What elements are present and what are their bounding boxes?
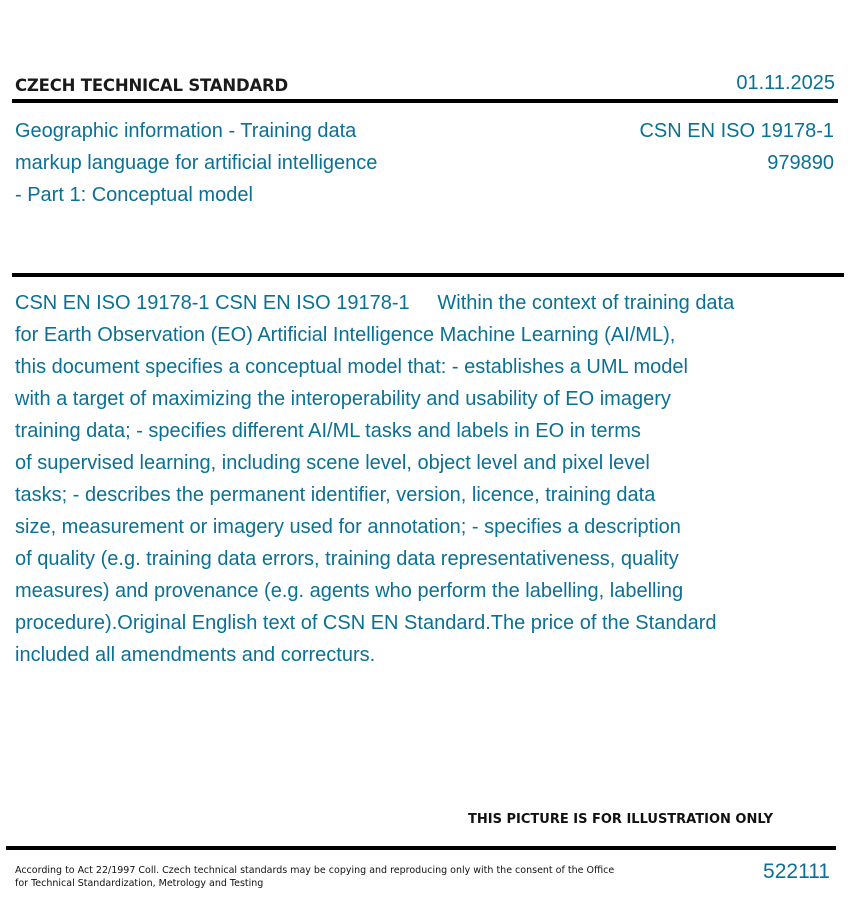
- product-code: 522111: [763, 860, 830, 883]
- illustration-disclaimer: THIS PICTURE IS FOR ILLUSTRATION ONLY: [468, 812, 773, 827]
- legal-notice: [15, 864, 615, 890]
- abstract-line: included all amendments and correcturs.: [15, 644, 376, 666]
- abstract-line: tasks; - describes the permanent identifier, version, licence, training data: [15, 484, 656, 506]
- title-divider: [12, 273, 844, 277]
- abstract-line: of supervised learning, including scene level, object level and pixel level: [15, 452, 650, 474]
- standard-number: CSN EN ISO 19178-1: [639, 120, 834, 142]
- abstract-line: training data; - specifies different AI/ML tasks and labels in EO in terms: [15, 420, 641, 442]
- legal-notice-line: According to Act 22/1997 Coll. Czech technical standards may be copying and reproducing only with the consent of the Office: [15, 865, 615, 876]
- legal-notice-line: for Technical Standardization, Metrology and Testing: [15, 878, 264, 889]
- abstract-line: this document specifies a conceptual model that: - establishes a UML model: [15, 356, 688, 378]
- header-divider: [12, 99, 838, 103]
- abstract-line: procedure).Original English text of CSN EN Standard.The price of the Standard: [15, 612, 717, 634]
- abstract-line: of quality (e.g. training data errors, training data representativeness, quality: [15, 548, 679, 570]
- catalog-number: 979890: [767, 152, 834, 174]
- abstract-text: [15, 287, 805, 671]
- abstract-line: measures) and provenance (e.g. agents who perform the labelling, labelling: [15, 580, 684, 602]
- standard-title-line: - Part 1: Conceptual model: [15, 184, 253, 206]
- standard-title: [15, 115, 445, 211]
- abstract-line: size, measurement or imagery used for annotation; - specifies a description: [15, 516, 681, 538]
- standard-identifiers: [639, 115, 834, 179]
- abstract-line: with a target of maximizing the interoperability and usability of EO imagery: [15, 388, 671, 410]
- abstract-line: for Earth Observation (EO) Artificial Intelligence Machine Learning (AI/ML),: [15, 324, 676, 346]
- document-type-label: CZECH TECHNICAL STANDARD: [15, 76, 289, 95]
- standard-title-line: markup language for artificial intelligence: [15, 152, 378, 174]
- abstract-line: CSN EN ISO 19178-1 CSN EN ISO 19178-1 Within the context of training data: [15, 292, 735, 314]
- standard-title-line: Geographic information - Training data: [15, 120, 357, 142]
- footer-divider: [6, 846, 836, 850]
- publication-date: 01.11.2025: [736, 72, 835, 94]
